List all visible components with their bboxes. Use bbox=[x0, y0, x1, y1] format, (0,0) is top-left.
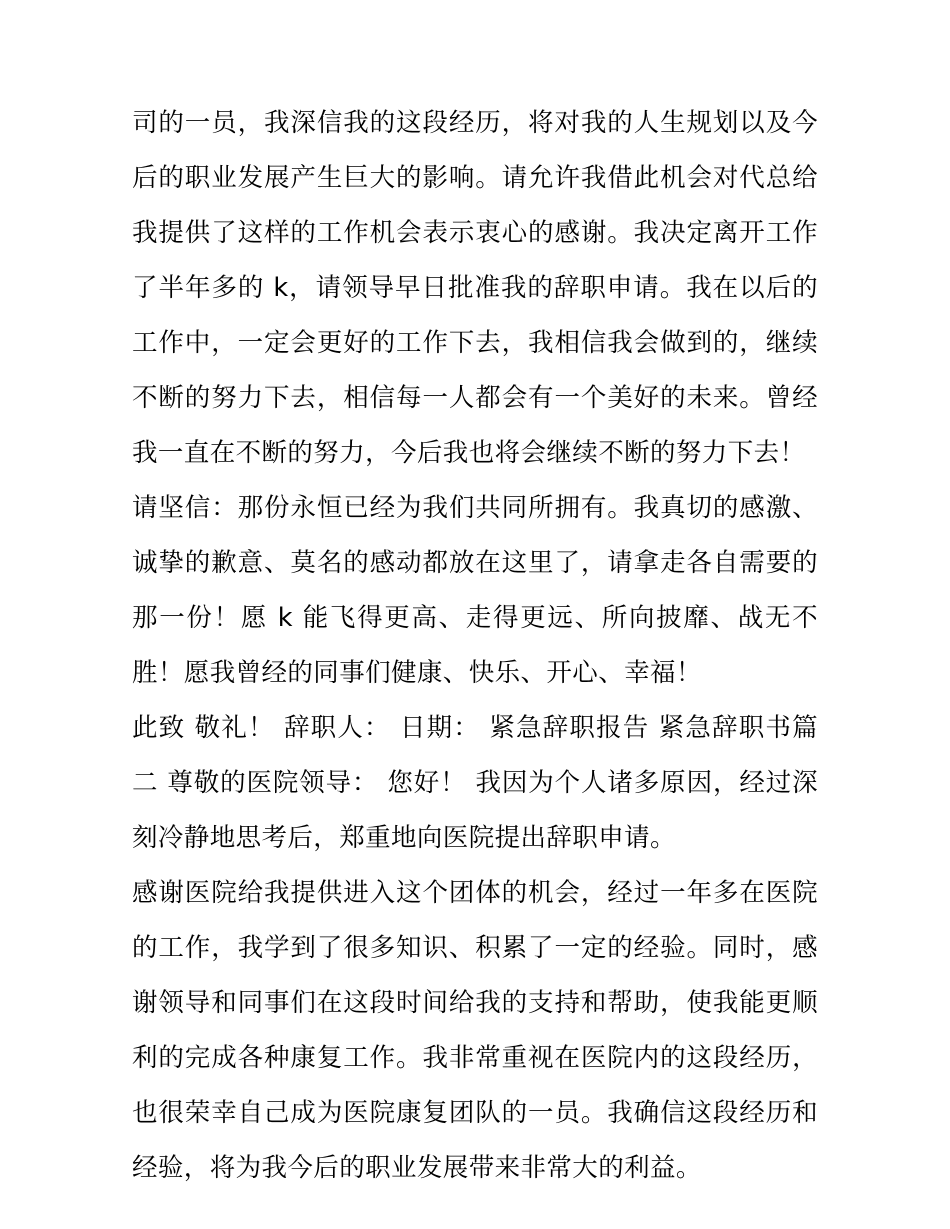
paragraph-4: 感谢医院给我提供进入这个团体的机会，经过一年多在医院的工作，我学到了很多知识、积累了一定的经验。同时，感谢领导和同事们在这段时间给我的支持和帮助，使我能更顺利的完成各种康复工作。我非常重视在医院内的这段经历，也很荣幸自己成为医院康复团队的一员。我确信这段经历和经验，将为我今后的职业发展带来非常大的利益。 bbox=[132, 878, 818, 1183]
document-body bbox=[132, 96, 818, 1196]
paragraph-3: 此致 敬礼！ 辞职人： 日期： 紧急辞职报告 紧急辞职书篇二 尊敬的医院领导： 您好！ 我因为个人诸多原因，经过深刻冷静地思考后，郑重地向医院提出辞职申请。 bbox=[132, 713, 818, 853]
paragraph-1: 司的一员，我深信我的这段经历，将对我的人生规划以及今后的职业发展产生巨大的影响。请允许我借此机会对代总给我提供了这样的工作机会表示衷心的感谢。我决定离开工作了半年多的 k，请领导早日批准我的辞职申请。我在以后的工作中，一定会更好的工作下去，我相信我会做到的，继续不断的努力下去，相信每一人都会有一个美好的未来。曾经我一直在不断的努力，今后我也将会继续不断的努力下去！ bbox=[132, 108, 818, 468]
paragraph-2: 请坚信：那份永恒已经为我们共同所拥有。我真切的感激、诚挚的歉意、莫名的感动都放在这里了，请拿走各自需要的那一份！愿 k 能飞得更高、走得更远、所向披靡、战无不胜！愿我曾经的同事们健康、快乐、开心、幸福！ bbox=[132, 493, 818, 688]
